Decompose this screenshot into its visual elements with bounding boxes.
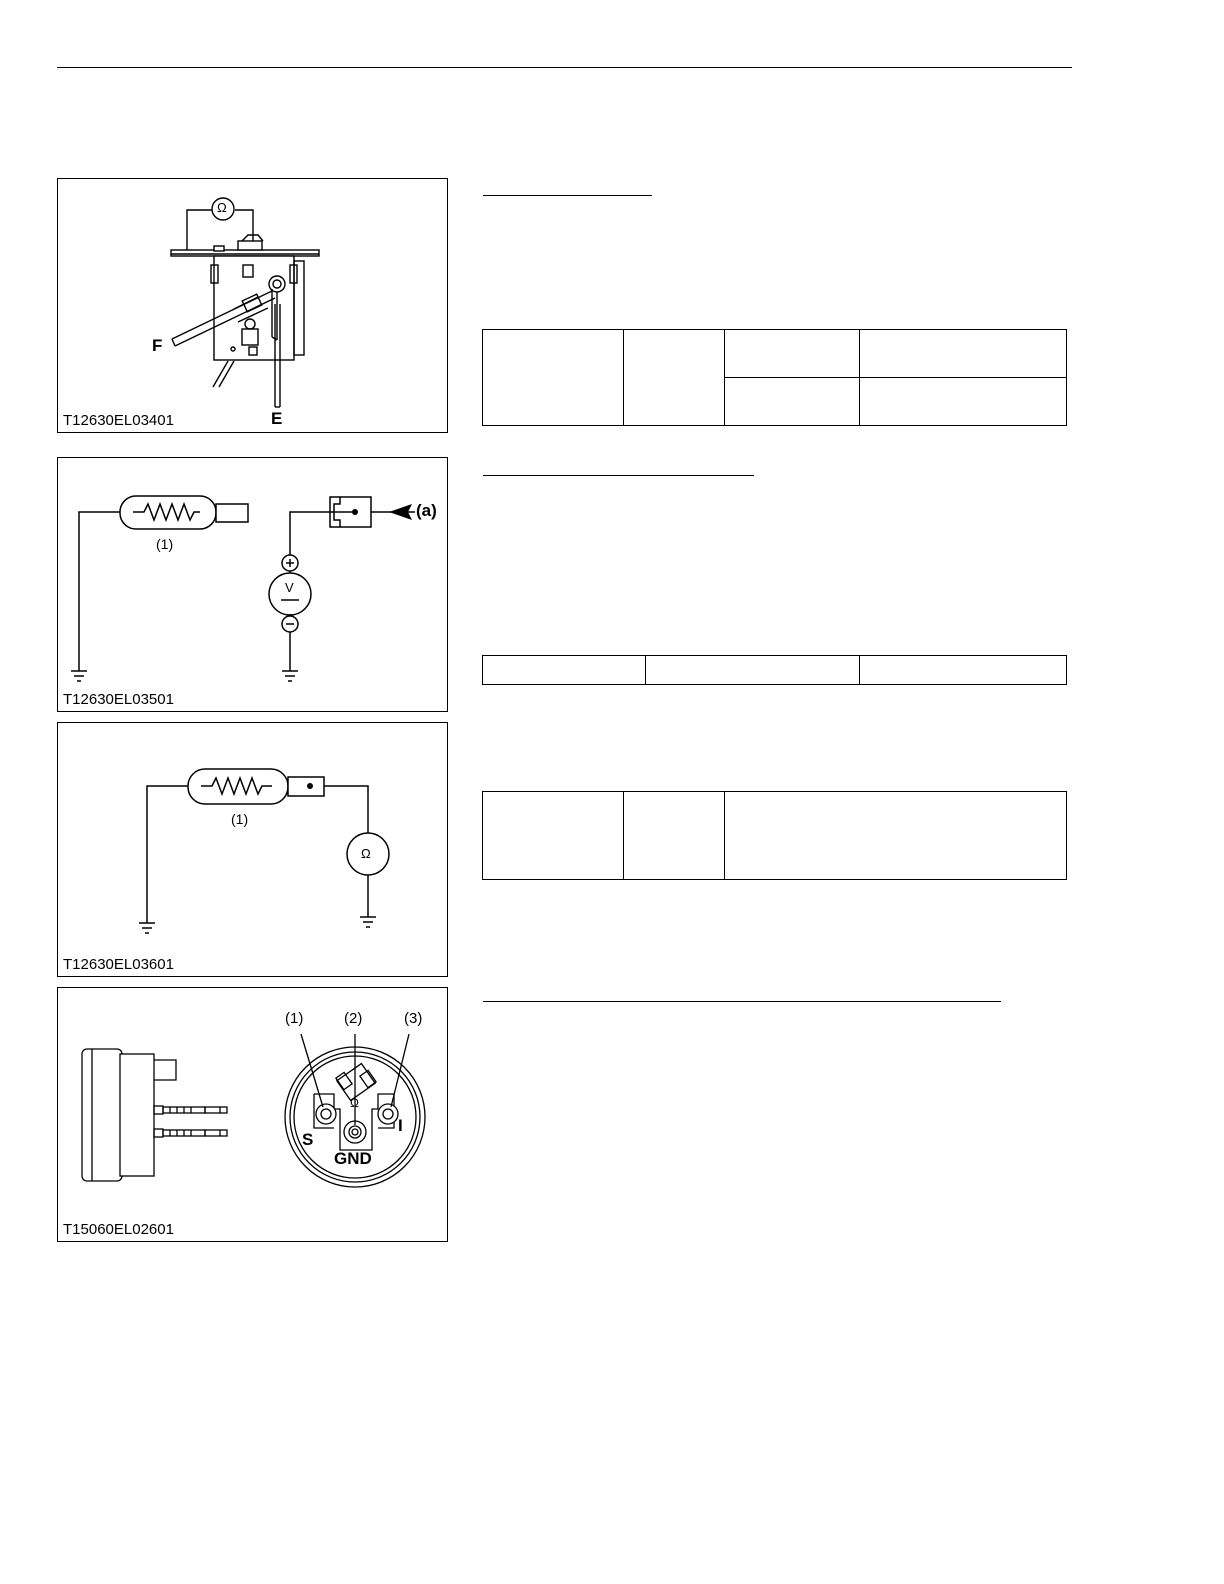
figure-gauge-terminals: [57, 987, 448, 1242]
terminal-label-i: I: [398, 1116, 403, 1135]
figure-voltage-check: [57, 457, 448, 712]
ohmmeter-symbol: Ω: [361, 846, 371, 861]
figure-code: T12630EL03501: [63, 691, 174, 708]
spec-table-cell: [483, 792, 624, 880]
spec-table-cell: [483, 656, 646, 685]
figure-code: T12630EL03601: [63, 956, 174, 973]
terminal-callout-1: (1): [285, 1010, 304, 1027]
spec-table-cell: [483, 330, 624, 426]
figure-fuel-sensor: [57, 178, 448, 433]
terminal-label-gnd: GND: [334, 1149, 372, 1168]
terminal-callout-3: (3): [404, 1010, 423, 1027]
gauge-terminal-drawing: [58, 988, 449, 1243]
spec-table-2: [482, 655, 1067, 685]
figure-resistance-check: [57, 722, 448, 977]
voltmeter-symbol: V: [285, 580, 294, 595]
figure-code: T15060EL02601: [63, 1221, 174, 1238]
resistance-check-diagram: [58, 723, 449, 978]
ground-ohm-symbol: Ω: [350, 1096, 359, 1110]
terminal-label-s: S: [302, 1130, 314, 1149]
terminal-callout-2: (2): [344, 1010, 363, 1027]
sensor-callout-1: (1): [156, 536, 174, 552]
fuel-sensor-drawing: [58, 179, 449, 434]
spec-table-cell: [624, 330, 725, 426]
section-heading-rule-1: [483, 195, 652, 196]
ohmmeter-symbol: Ω: [217, 200, 227, 215]
spec-table-cell: [725, 792, 1067, 880]
connector-callout-a: (a): [416, 501, 437, 520]
spec-table-cell: [860, 330, 1067, 378]
section-heading-rule-2: [483, 475, 754, 476]
figure-code: T12630EL03401: [63, 412, 174, 429]
section-heading-rule-3: [483, 1001, 1001, 1002]
spec-table-cell: [646, 656, 860, 685]
page-top-rule: [57, 67, 1072, 68]
spec-table-cell: [725, 330, 860, 378]
spec-table-cell: [725, 378, 860, 426]
float-label-f: F: [152, 336, 163, 355]
earth-label-e: E: [271, 409, 283, 428]
sensor-callout-1: (1): [231, 811, 249, 827]
spec-table-cell: [860, 378, 1067, 426]
spec-table-1: [482, 329, 1067, 426]
spec-table-cell: [624, 792, 725, 880]
spec-table-3: [482, 791, 1067, 880]
spec-table-cell: [860, 656, 1067, 685]
voltage-check-diagram: [58, 458, 449, 713]
